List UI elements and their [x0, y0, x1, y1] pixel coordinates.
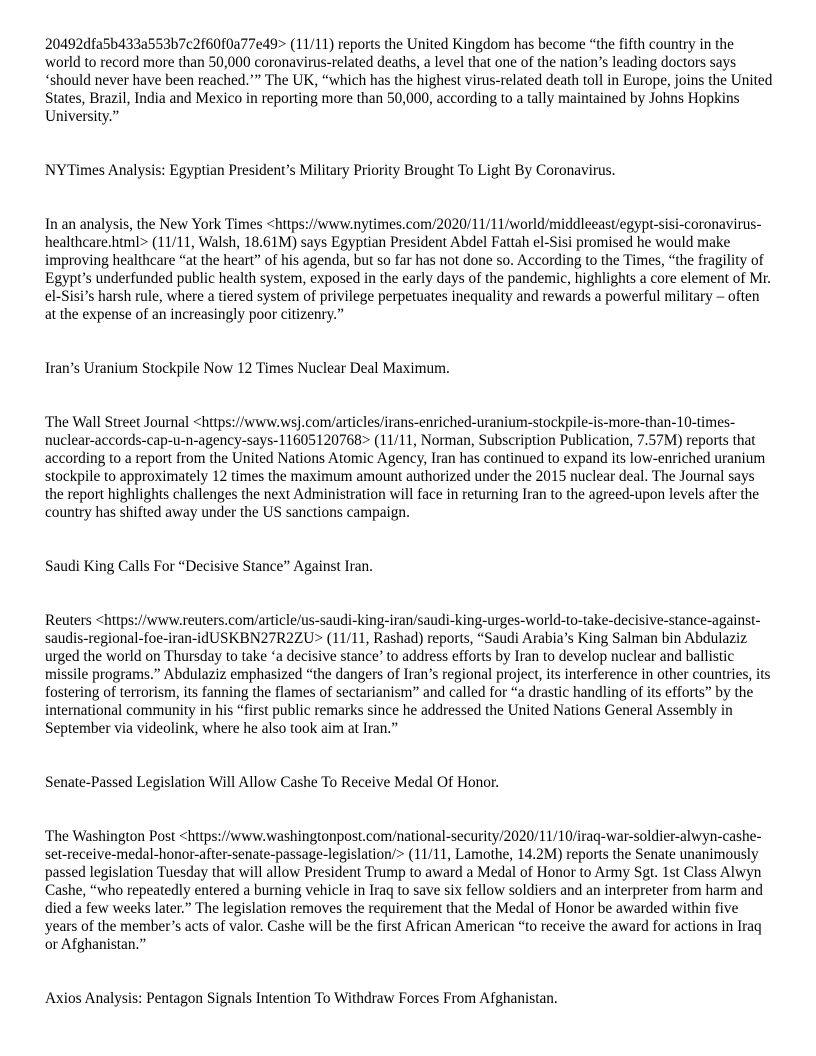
- document-page: [45, 36, 773, 1008]
- headline-egypt: NYTimes Analysis: Egyptian President’s Military Priority Brought To Light By Coronavirus.: [45, 162, 616, 179]
- headline-iran-uranium: Iran’s Uranium Stockpile Now 12 Times Nuclear Deal Maximum.: [45, 360, 450, 377]
- article-paragraph-iran-uranium: The Wall Street Journal <https://www.wsj.com/articles/irans-enriched-uranium-stockpile-is-more-than-10-times-nuclear-accords-cap-u-n-agency-says-11605120768> (11/11, Norman, Subscription Publication, 7.57M) reports that according to a report from the United Nations Atomic Agency, Iran has continued to expand its low-enriched uranium stockpile to approximately 12 times the maximum amount authorized under the 2015 nuclear deal. The Journal says the report highlights challenges the next Administration will face in returning Iran to the agreed-upon levels after the country has shifted away under the US sanctions campaign.: [45, 414, 766, 521]
- article-paragraph-egypt: In an analysis, the New York Times <https://www.nytimes.com/2020/11/11/world/middleeast/egypt-sisi-coronavirus-healthcare.html> (11/11, Walsh, 18.61M) says Egyptian President Abdel Fattah el-Sisi promised he would make improving healthcare “at the heart” of his agenda, but so far has not done so. According to the Times, “the fragility of Egypt’s underfunded public health system, exposed in the early days of the pandemic, highlights a core element of Mr. el-Sisi’s harsh rule, where a tiered system of privilege perpetuates inequality and rewards a powerful military – often at the expense of an increasingly poor citizenry.”: [45, 216, 771, 323]
- headline-afghanistan: Axios Analysis: Pentagon Signals Intention To Withdraw Forces From Afghanistan.: [45, 990, 558, 1007]
- headline-saudi-king: Saudi King Calls For “Decisive Stance” Against Iran.: [45, 558, 373, 575]
- article-paragraph-uk-deaths: 20492dfa5b433a553b7c2f60f0a77e49> (11/11) reports the United Kingdom has become “the fifth country in the world to record more than 50,000 coronavirus-related deaths, a level that one of the nation’s leading doctors says ‘should never have been reached.’” The UK, “which has the highest virus-related death toll in Europe, joins the United States, Brazil, India and Mexico in reporting more than 50,000, according to a tally maintained by Johns Hopkins University.”: [45, 36, 773, 125]
- article-paragraph-saudi-king: Reuters <https://www.reuters.com/article/us-saudi-king-iran/saudi-king-urges-world-to-take-decisive-stance-against-saudis-regional-foe-iran-idUSKBN27R2ZU> (11/11, Rashad) reports, “Saudi Arabia’s King Salman bin Abdulaziz urged the world on Thursday to take ‘a decisive stance’ to address efforts by Iran to develop nuclear and ballistic missile programs.” Abdulaziz emphasized “the dangers of Iran’s regional project, its interference in other countries, its fostering of terrorism, its fanning the flames of sectarianism” and called for “a drastic handling of its efforts” by the international community in his “first public remarks since he addressed the United Nations General Assembly in September via videolink, where he also took aim at Iran.”: [45, 612, 771, 737]
- headline-medal-of-honor: Senate-Passed Legislation Will Allow Cashe To Receive Medal Of Honor.: [45, 774, 500, 791]
- article-paragraph-medal-of-honor: The Washington Post <https://www.washingtonpost.com/national-security/2020/11/10/iraq-war-soldier-alwyn-cashe-set-receive-medal-honor-after-senate-passage-legislation/> (11/11, Lamothe, 14.2M) reports the Senate unanimously passed legislation Tuesday that will allow President Trump to award a Medal of Honor to Army Sgt. 1st Class Alwyn Cashe, “who repeatedly entered a burning vehicle in Iraq to save six fellow soldiers and an interpreter from harm and died a few weeks later.” The legislation removes the requirement that the Medal of Honor be awarded within five years of the member’s acts of valor. Cashe will be the first African American “to receive the award for actions in Iraq or Afghanistan.”: [45, 828, 763, 953]
